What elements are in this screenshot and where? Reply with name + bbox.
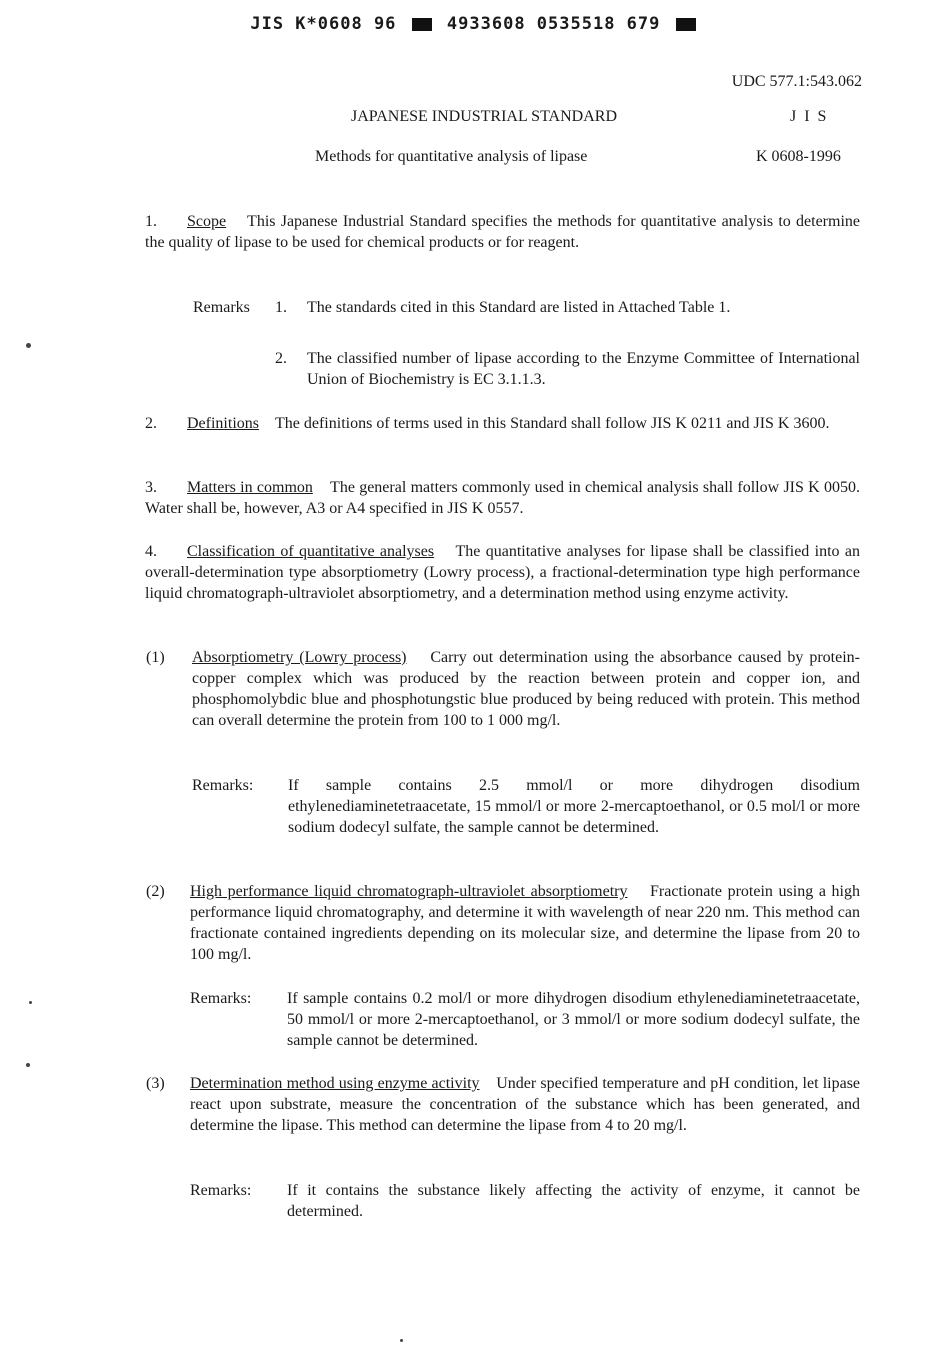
jis-label: J I S (790, 108, 829, 125)
item-number: (3) (146, 1075, 165, 1092)
document-title: Methods for quantitative analysis of lipase (315, 148, 588, 165)
remarks-label: Remarks: (190, 1182, 252, 1199)
item-text: Fractionate protein using a high performance liquid chromatography, and determine it with wavelength of near 220 nm. This method can fractionate contained ingredients depending on its molecular size, and determine the lipase from 20 to 100 mg/l. (190, 883, 860, 963)
scan-speck (26, 343, 31, 348)
remark-number: 1. (275, 299, 287, 316)
section-text: This Japanese Industrial Standard specifies the methods for quantitative analysis to determine the quality of lipase to be used for chemical products or for reagent. (145, 213, 861, 251)
item-absorptiometry (192, 647, 860, 731)
item-hplc (190, 881, 860, 965)
scan-speck (26, 1063, 30, 1067)
black-block-icon (412, 18, 432, 31)
item-text: Carry out determination using the absorbance caused by protein-copper complex which was produced by the reaction between protein and copper ion, and phosphomolybdic blue and phosphotungstic blue produced by being reduced with protein. This method can overall determine the protein from 100 to 1 000 mg/l. (192, 649, 860, 729)
item-enzyme-activity (190, 1073, 860, 1136)
section-heading: Classification of quantitative analyses (187, 543, 435, 560)
section-heading: Definitions (187, 415, 259, 432)
remark-text: If sample contains 0.2 mol/l or more dihydrogen disodium ethylenediaminetetraacetate, 50 mmol/l or more 2-mercaptoethanol, or 3 mmol/l or more sodium dodecyl sulfate, the sample cannot be determined. (287, 990, 860, 1049)
section-heading: Matters in common (187, 479, 313, 496)
item-text: Under specified temperature and pH condition, let lipase react upon substrate, measure the concentration of the substance which has been generated, and determine the lipase. This method can determine the lipase from 4 to 20 mg/l. (190, 1075, 861, 1134)
section-scope: 1. Scope This Japanese Industrial Standard specifies the methods for quantitative analysis to determine the quality of lipase to be used for chemical products or for reagent. (145, 213, 861, 251)
header-barcode-line (0, 14, 950, 34)
remark-text: The standards cited in this Standard are listed in Attached Table 1. (307, 299, 731, 316)
scan-speck (29, 1001, 32, 1004)
black-block-icon (676, 18, 696, 31)
item-number: (2) (146, 883, 165, 900)
remarks-label: Remarks: (192, 777, 254, 794)
header-code: JIS K*0608 96 (250, 14, 397, 34)
section-text: The general matters commonly used in chemical analysis shall follow JIS K 0050. Water shall be, however, A3 or A4 specified in JIS K 0557. (145, 479, 861, 517)
section-definitions: 2. Definitions The definitions of terms used in this Standard shall follow JIS K 0211 and JIS K 3600. (145, 415, 830, 432)
scan-speck (400, 1339, 403, 1342)
section-text: The definitions of terms used in this Standard shall follow JIS K 0211 and JIS K 3600. (275, 415, 830, 432)
remark-number: 2. (275, 350, 287, 367)
section-classification: 4. Classification of quantitative analyses The quantitative analyses for lipase shall be classified into an overall-determination type absorptiometry (Lowry process), a fractional-determination type high performance liquid chromatograph-ultraviolet absorptiometry, and a determination method using enzyme activity. (145, 543, 860, 602)
item-heading: Determination method using enzyme activity (190, 1075, 480, 1092)
standard-number: K 0608-1996 (756, 148, 841, 165)
standard-type: JAPANESE INDUSTRIAL STANDARD (351, 108, 617, 125)
remark-text: If it contains the substance likely affecting the activity of enzyme, it cannot be determined. (287, 1182, 860, 1220)
header-code-2: 4933608 0535518 679 (446, 14, 661, 34)
section-heading: Scope (187, 213, 227, 230)
section-text: The quantitative analyses for lipase shall be classified into an overall-determination type absorptiometry (Lowry process), a fractional-determination type high performance liquid chromatograph-ultraviolet absorptiometry, and a determination method using enzyme activity. (145, 543, 860, 602)
udc-number: UDC 577.1:543.062 (731, 73, 862, 90)
remarks-label: Remarks (193, 299, 250, 316)
remarks-label: Remarks: (190, 990, 252, 1007)
remark-text: The classified number of lipase according to the Enzyme Committee of International Union of Biochemistry is EC 3.1.1.3. (307, 350, 860, 388)
section-matters-in-common: 3. Matters in common The general matters commonly used in chemical analysis shall follow JIS K 0050. Water shall be, however, A3 or A4 specified in JIS K 0557. (145, 479, 861, 517)
item-heading: High performance liquid chromatograph-ultraviolet absorptiometry (190, 883, 628, 900)
remark-text: If sample contains 2.5 mmol/l or more dihydrogen disodium ethylenediaminetetraacetate, 15 mmol/l or more 2-mercaptoethanol, or 0.5 mol/l or more sodium dodecyl sulfate, the sample cannot be determined. (288, 777, 860, 836)
item-number: (1) (146, 649, 165, 666)
item-heading: Absorptiometry (Lowry process) (192, 649, 407, 666)
